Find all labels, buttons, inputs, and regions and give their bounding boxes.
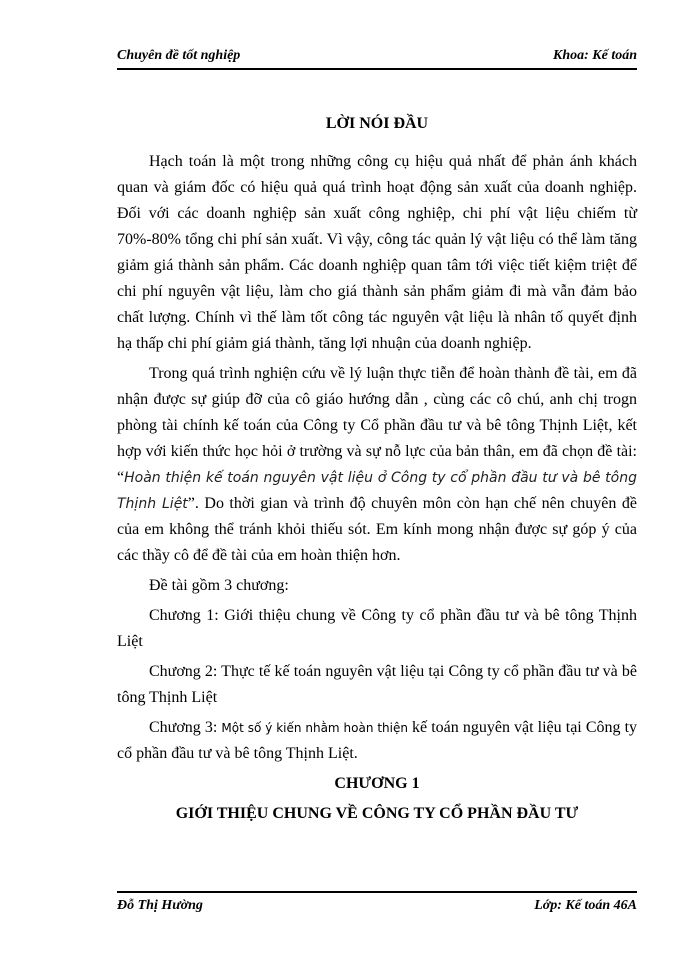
paragraph-acknowledgement [117,361,637,569]
header-thesis-label: Chuyên đề tốt nghiệp [117,48,241,63]
chapter-title: GIỚI THIỆU CHUNG VỀ CÔNG TY CỔ PHẦN ĐẦU TƯ [175,805,579,822]
chapter-3-prefix: Chương 3: [149,719,222,736]
page-footer [117,891,637,915]
page-title: LỜI NÓI ĐẦU [325,115,429,132]
paragraph-acknowledgement-text: Trong quá trình nghiện cứu về lý luận thực tiễn để hoàn thành đề tài, em đã nhận được sự giúp đỡ của cô giáo hướng dẫn , cùng các cô chú, anh chị trogn phòng tài chính kế toán của Công ty Cổ phần đầu tư và bê tông Thịnh Liệt, kết hợp với kiến thức học hỏi ở trường và sự nỗ lực của bản thân, em đã chọn đề tài: “ [117,365,637,486]
paragraph-acknowledgement-end: ”. Do thời gian và trình độ chuyên môn còn hạn chế nên chuyên đề của em không thể tránh khỏi thiếu sót. Em kính mong nhận được sự góp ý của các thầy cô để đề tài của em hoàn thiện hơn. [117,495,637,564]
chapter-3-small-text: Một số ý kiến nhằm hoàn thiện [221,721,408,735]
header-faculty-label: Khoa: Kế toán [552,48,637,63]
chapter-heading: CHƯƠNG 1 [334,775,420,792]
paragraph-chapter-1: Chương 1: Giới thiệu chung về Công ty cổ phần đầu tư và bê tông Thịnh Liệt [117,607,637,650]
page-header [117,48,637,70]
paragraph-chapter-2: Chương 2: Thực tế kế toán nguyên vật liệu tại Công ty cổ phần đầu tư và bê tông Thịnh Liệt [117,663,637,706]
paragraph-structure: Đề tài gồm 3 chương: [149,577,289,594]
thesis-topic: Hoàn thiện kế toán nguyên vật liệu ở Công ty cổ phần đầu tư và bê tông Thịnh Liệt [117,470,637,512]
page-content [117,96,637,829]
footer-class: Lớp: Kế toán 46A [534,898,637,913]
paragraph-chapter-3 [117,715,637,767]
footer-author: Đỗ Thị Hường [117,898,203,913]
paragraph-intro: Hạch toán là một trong những công cụ hiệu quả nhất để phản ánh khách quan và giám đốc có hiệu quả quá trình hoạt động sản xuất của doanh nghiệp. Đối với các doanh nghiệp sản xuất công nghiệp, chi phí vật liệu chiếm từ 70%-80% tổng chi phí sản xuất. Vì vậy, công tác quản lý vật liệu có thể làm tăng giảm giá thành sản phẩm. Các doanh nghiệp quan tâm tới việc tiết kiệm triệt để chi phí nguyên vật liệu, làm cho giá thành sản phẩm giảm đi mà vẫn đảm bảo chất lượng. Chính vì thế làm tốt công tác nguyên vật liệu là nhân tố quyết định hạ thấp chi phí giảm giá thành, tăng lợi nhuận của doanh nghiệp. [117,153,637,352]
chapter-3-rest: kế toán nguyên vật liệu tại Công ty cổ phần đầu tư và bê tông Thịnh Liệt. [117,719,638,762]
